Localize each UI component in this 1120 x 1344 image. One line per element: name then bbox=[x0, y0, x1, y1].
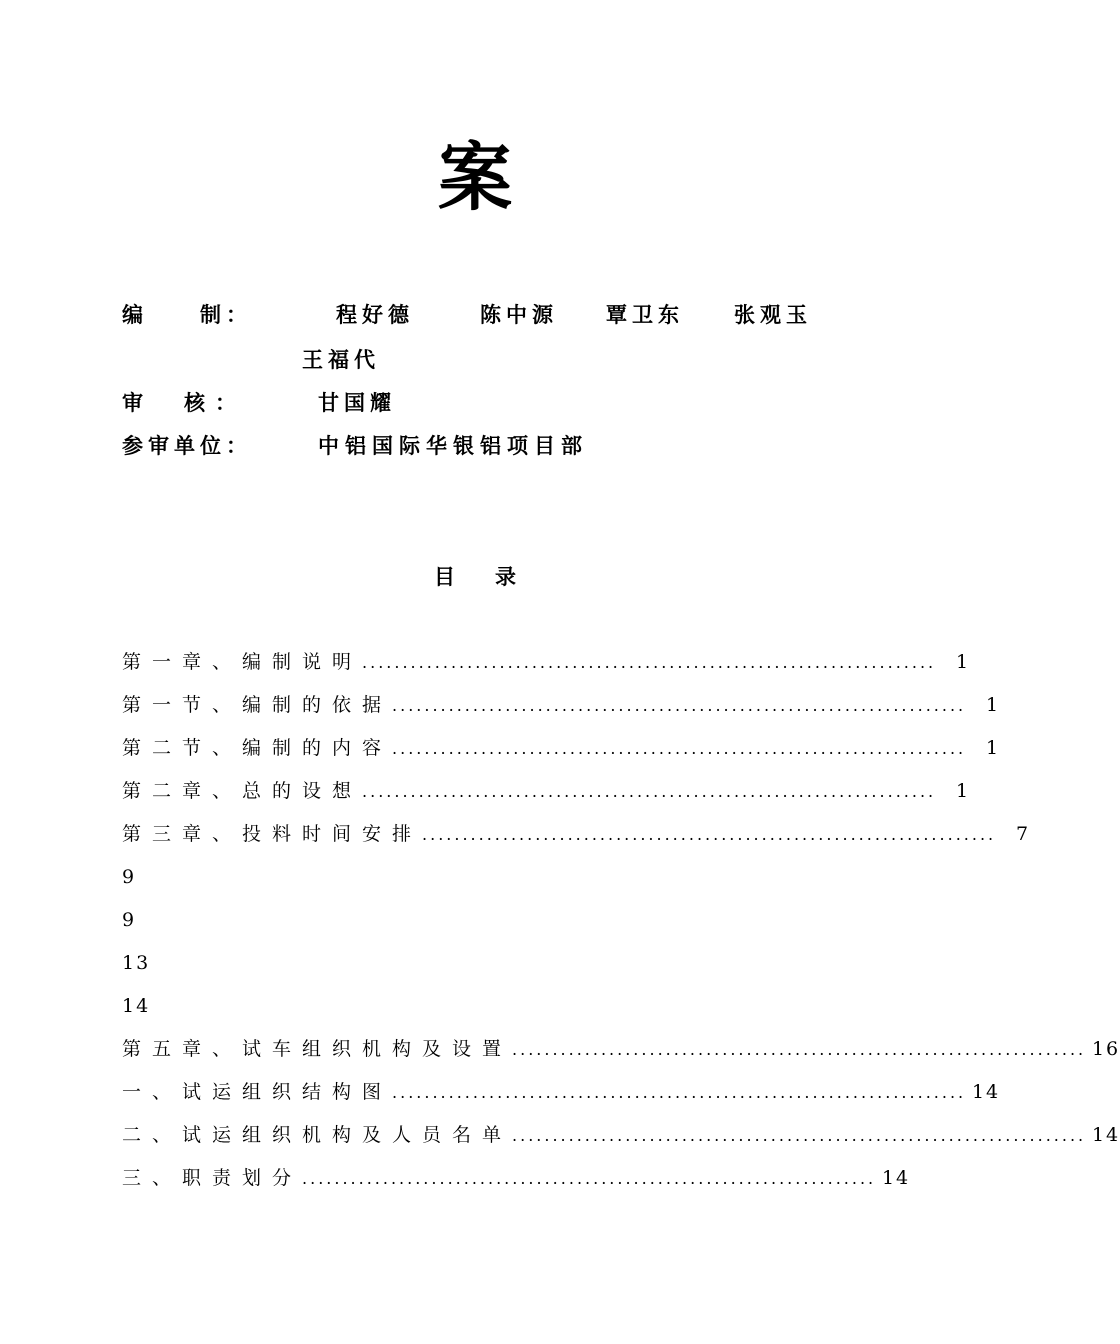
toc-leader-dots: ....................................................................... bbox=[302, 1169, 877, 1188]
toc-entry-label: 第五章、试车组织机构及设置 bbox=[122, 1038, 513, 1060]
toc-leader-dots: ....................................................................... bbox=[392, 1083, 967, 1102]
unit-name: 中铝国际华银铝项目部 bbox=[318, 433, 588, 458]
toc-orphan-page: 13 bbox=[122, 952, 151, 974]
toc-entry-label: 二、试运组织机构及人员名单 bbox=[122, 1124, 513, 1146]
toc-leader-dots: ....................................................................... bbox=[512, 1040, 1087, 1059]
toc-heading: 目录 bbox=[434, 564, 556, 589]
unit-label: 参审单位： bbox=[122, 433, 252, 458]
toc-entry-page: 16 bbox=[1091, 1038, 1120, 1060]
toc-entry[interactable] bbox=[122, 777, 971, 805]
toc-entry[interactable] bbox=[122, 1121, 1120, 1149]
toc-orphan-page: 14 bbox=[122, 995, 151, 1017]
reviewer-label: 审 核： bbox=[122, 390, 246, 415]
toc-entry-label: 一、试运组织结构图 bbox=[122, 1081, 393, 1103]
toc-leader-dots: ....................................................................... bbox=[422, 825, 997, 844]
toc-entry-label: 第一节、编制的依据 bbox=[122, 694, 393, 716]
toc-entry[interactable] bbox=[122, 691, 1001, 719]
toc-entry[interactable] bbox=[122, 1078, 1001, 1106]
editor-name-3: 覃卫东 bbox=[606, 302, 684, 327]
toc-entry-label: 第二节、编制的内容 bbox=[122, 737, 393, 759]
toc-entry[interactable] bbox=[122, 648, 971, 676]
toc-entry-page: 1 bbox=[986, 694, 1001, 716]
toc-entry-page: 14 bbox=[971, 1081, 1001, 1103]
toc-leader-dots: ....................................................................... bbox=[512, 1126, 1087, 1145]
editor-name-1: 程好德 bbox=[336, 302, 414, 327]
toc-entry-page: 14 bbox=[881, 1167, 911, 1189]
editor-label: 编 制： bbox=[122, 302, 252, 327]
toc-entry-label: 三、职责划分 bbox=[122, 1167, 303, 1189]
toc-leader-dots: ....................................................................... bbox=[362, 782, 937, 801]
toc-entry-label: 第二章、总的设想 bbox=[122, 780, 363, 802]
toc-entry-page: 1 bbox=[956, 651, 971, 673]
toc-entry-page: 1 bbox=[956, 780, 971, 802]
toc-orphan-page: 9 bbox=[122, 866, 137, 888]
toc-entry[interactable] bbox=[122, 1164, 911, 1192]
toc-entry-page: 14 bbox=[1091, 1124, 1120, 1146]
toc-entry-page: 1 bbox=[986, 737, 1001, 759]
toc-entry-label: 第三章、投料时间安排 bbox=[122, 823, 423, 845]
toc-leader-dots: ....................................................................... bbox=[362, 653, 937, 672]
toc-leader-dots: ....................................................................... bbox=[392, 696, 967, 715]
editor-name-2: 陈中源 bbox=[480, 302, 558, 327]
toc-orphan-page: 9 bbox=[122, 909, 137, 931]
editor-name-5: 王福代 bbox=[302, 347, 380, 372]
toc-entry[interactable] bbox=[122, 820, 1031, 848]
editor-name-4: 张观玉 bbox=[734, 302, 812, 327]
toc-leader-dots: ....................................................................... bbox=[392, 739, 967, 758]
document-title-char: 案 bbox=[438, 135, 512, 221]
toc-entry[interactable] bbox=[122, 734, 1001, 762]
toc-entry-page: 7 bbox=[1016, 823, 1031, 845]
reviewer-name: 甘国耀 bbox=[318, 390, 396, 415]
toc-entry[interactable] bbox=[122, 1035, 1120, 1063]
toc-entry-label: 第一章、编制说明 bbox=[122, 651, 363, 673]
